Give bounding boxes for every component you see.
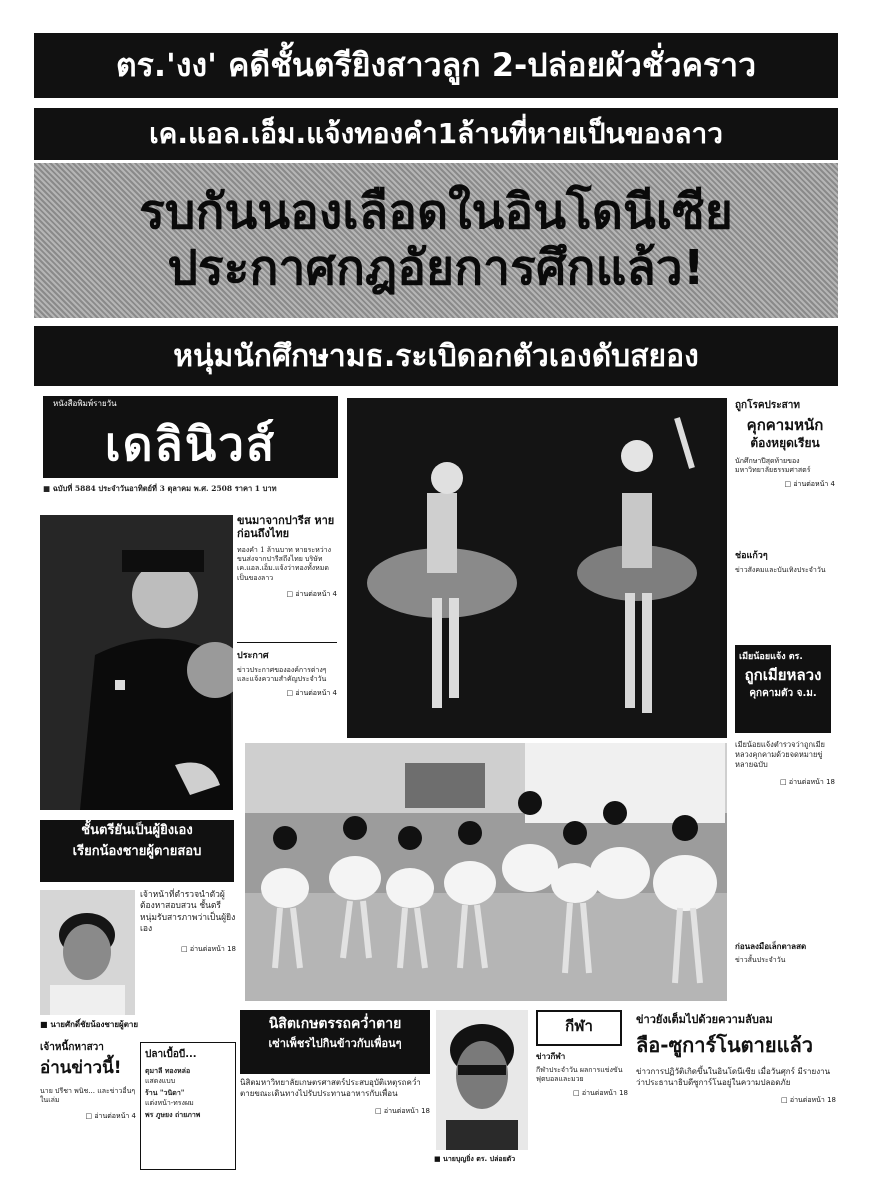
left-story-title: ขนมาจากปารีส หายก่อนถึงไทย <box>237 514 335 540</box>
right-story-3-title: ถูกเมียหลวง <box>744 666 822 684</box>
right-story-3 <box>735 740 835 935</box>
world-body: ข่าวการปฏิวัติเกิดขึ้นในอินโดนีเซีย เมื่อวันศุกร์ มีรายงานว่าประธานาธิบดีซูการ์โนอยู่ในความปลอดภัย <box>636 1067 831 1087</box>
headline-3: หนุ่มนักศึกษามธ.ระเบิดอกตัวเองดับสยอง <box>34 326 838 386</box>
ad-box-line5: พร ภูษยง ถ่ายภาพ <box>145 1110 201 1120</box>
left-story-continue[interactable]: □ อ่านต่อหน้า 4 <box>237 589 337 600</box>
sport-sub: ข่าวกีฬา <box>536 1052 566 1061</box>
left-story <box>237 515 337 645</box>
short-note-body: ข่าวประกาศขององค์การต่างๆ และแจ้งความสำคัญประจำวัน <box>237 666 327 684</box>
photo-children-dancers <box>245 743 727 1001</box>
student-story <box>240 1078 430 1168</box>
ad-box <box>140 1042 236 1170</box>
ad-box-line3: ร้าน "วนิดา" <box>145 1088 185 1098</box>
right-story-1-kicker: ถูกโรคประสาท <box>735 400 800 411</box>
right-story-4 <box>735 940 835 995</box>
ad-box-title: ปลาเบื้อบี... <box>145 1049 197 1060</box>
sport-continue[interactable]: □ อ่านต่อหน้า 18 <box>536 1088 628 1099</box>
ad-box-line2: แสดงแบบ <box>145 1077 176 1086</box>
student-title-1: นิสิตเกษตรรถคว่ำตาย <box>268 1016 402 1032</box>
read-title: อ่านข่าวนี้! <box>40 1058 122 1078</box>
student-title-2: เซ่าเพ็ชรไปกินข้าวกับเพื่อนๆ <box>268 1037 402 1051</box>
right-story-4-title: ก่อนลงมือเล็กตาลสด <box>735 942 807 951</box>
mid-left-photo-caption <box>40 1018 200 1032</box>
mid-left-caption-text: ■ นายศักดิ์ชัยน้องชายผู้ตาย <box>40 1020 139 1029</box>
right-story-1-title: คุกคามหนัก <box>746 416 824 434</box>
left-story-body: ทองคำ 1 ล้านบาท หายระหว่างขนส่งจากปารีสถึงไทย บริษัทเค.แอล.เอ็ม.แจ้งว่าทองทั้งหมดเป็นของลาว <box>237 546 332 582</box>
issue-line: ■ ฉบับที่ 5884 ประจำวันอาทิตย์ที่ 3 ตุลาคม พ.ศ. 2508 ราคา 1 บาท <box>43 484 277 493</box>
read-box <box>40 1040 136 1170</box>
right-story-3-sub: คุกคามตัว จ.ม. <box>749 688 817 700</box>
read-body: นาย ปรีชา พนิช... และข่าวอื่นๆ ในเล่ม <box>40 1086 136 1104</box>
right-story-3-body: เมียน้อยแจ้งตำรวจว่าถูกเมียหลวงคุกคามด้วยจดหมายขู่หลายฉบับ <box>735 740 825 769</box>
mid-left-continue[interactable]: □ อ่านต่อหน้า 18 <box>140 944 236 955</box>
headline-2: เค.แอล.เอ็ม.แจ้งทองคำ1ล้านที่หายเป็นของลาว <box>34 108 838 160</box>
main-headline-block <box>34 163 838 318</box>
masthead-tagline: หนังสือพิมพ์รายวัน <box>53 399 117 408</box>
world-kicker: ข่าวยังเต็มไปด้วยความลับลม <box>636 1013 773 1026</box>
main-headline-line1: รบกันนองเลือดในอินโดนีเซีย <box>139 184 733 241</box>
short-note-title: ประกาศ <box>237 651 269 661</box>
sport-body: กีฬาประจำวัน ผลการแข่งขันฟุตบอลและมวย <box>536 1066 623 1084</box>
photo-young-man <box>40 890 135 1015</box>
portrait-caption <box>434 1154 534 1168</box>
photo-portrait <box>436 1010 528 1150</box>
right-story-1-sub: ต้องหยุดเรียน <box>750 436 820 451</box>
world-continue[interactable]: □ อ่านต่อหน้า 18 <box>636 1095 836 1106</box>
mid-left-title-2: เรียกน้องชายผู้ตายสอบ <box>72 843 202 859</box>
photo-ballerinas <box>347 398 727 738</box>
divider <box>237 642 337 643</box>
masthead <box>43 396 338 501</box>
right-story-1-body: นักศึกษาปีสุดท้ายของมหาวิทยาลัยธรรมศาสตร์ <box>735 457 811 475</box>
student-body: นิสิตมหาวิทยาลัยเกษตรศาสตร์ประสบอุบัติเหตุรถคว่ำตายขณะเดินทางไปรับประทานอาหารกับเพื่อน <box>240 1078 421 1098</box>
world-title: ลือ-ซูการ์โนตายแล้ว <box>636 1033 813 1057</box>
read-continue[interactable]: □ อ่านต่อหน้า 4 <box>40 1111 136 1122</box>
read-kicker: เจ้าหนี้กหาสวา <box>40 1042 104 1053</box>
mid-left-body: เจ้าหน้าที่ตำรวจนำตัวผู้ต้องหาสอบสวน ชั้นตรีหนุ่มรับสารภาพว่าเป็นผู้ยิงเอง <box>140 890 236 935</box>
sport-story <box>536 1050 628 1168</box>
right-story-2-title: ช่อแก้วๆ <box>735 551 768 561</box>
main-headline-line2: ประกาศกฎอัยการศึกแล้ว! <box>167 239 705 296</box>
sport-logo <box>536 1010 622 1046</box>
right-story-3-kicker: เมียน้อยแจ้ง ตร. <box>739 652 803 662</box>
right-story-4-body: ข่าวสั้นประจำวัน <box>735 956 786 964</box>
mid-left-title-1: ชั้นตรียันเป็นผู้ยิงเอง <box>81 823 193 838</box>
right-story-1-continue[interactable]: □ อ่านต่อหน้า 4 <box>735 479 835 490</box>
sport-logo-label: กีฬา <box>565 1017 593 1035</box>
right-story-2 <box>735 548 835 638</box>
world-story <box>636 1010 836 1170</box>
right-story-3-head <box>735 645 831 733</box>
student-headline <box>240 1010 430 1074</box>
right-story-1 <box>735 398 835 538</box>
mid-left-headline <box>40 820 234 882</box>
short-note-continue[interactable]: □ อ่านต่อหน้า 4 <box>237 688 337 699</box>
right-story-3-continue[interactable]: □ อ่านต่อหน้า 18 <box>735 777 835 788</box>
ad-box-line1: ตุมาลี ทองหล่อ <box>145 1066 191 1075</box>
mid-left-story <box>140 890 236 1010</box>
student-continue[interactable]: □ อ่านต่อหน้า 18 <box>240 1106 430 1117</box>
portrait-caption-text: ■ นายบุญยิ่ง ตร. ปล่อยตัว <box>434 1155 516 1163</box>
photo-official <box>40 515 233 810</box>
right-story-2-body: ข่าวสังคมและบันเทิงประจำวัน <box>735 566 826 574</box>
short-note <box>237 648 337 738</box>
headline-1: ตร.'งง' คดีชั้นตรียิงสาวลูก 2-ปล่อยผัวชั่วคราว <box>34 33 838 98</box>
ad-box-line4: แต่งหน้า-ทรงผม <box>145 1099 194 1108</box>
masthead-name: เดลินิวส์ <box>104 417 277 471</box>
